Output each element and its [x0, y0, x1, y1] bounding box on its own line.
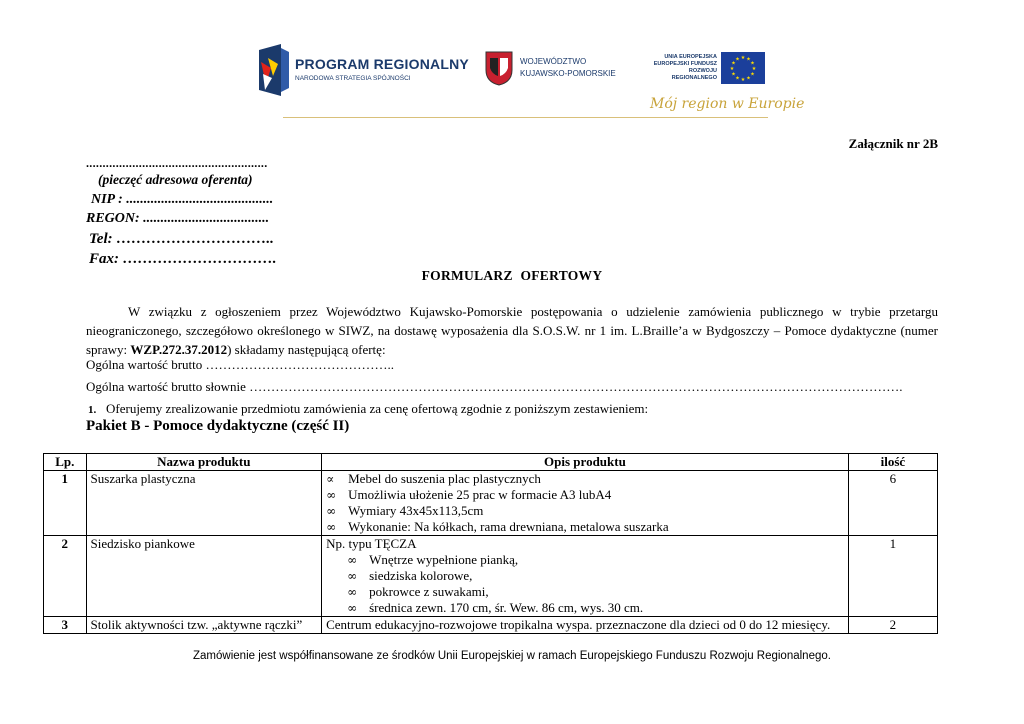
eu-line3: ROZWOJU REGIONALNEGO: [671, 68, 717, 81]
bullet-text: Wymiary 43x45x113,5cm: [348, 503, 484, 518]
list-item: [326, 568, 844, 584]
svg-text:★: ★: [740, 55, 746, 61]
tel-field: Tel: …………………………..: [89, 231, 274, 247]
row-name: Stolik aktywności tzw. „aktywne rączki”: [86, 617, 322, 634]
intro-paragraph: [86, 302, 938, 359]
svg-text:★: ★: [746, 56, 751, 63]
gross-value-line: Ogólna wartość brutto ……………………………………..: [86, 357, 395, 372]
bullet-icon: ∞: [347, 601, 358, 615]
bullet-text: Umożliwia ułożenie 25 prac w formacie A3 lubA4: [348, 487, 612, 502]
fax-field: Fax: ………………………….: [89, 251, 277, 267]
products-table: [43, 453, 938, 634]
eu-line2: EUROPEJSKI FUNDUSZ: [653, 61, 717, 67]
program-regionalny-emblem: [257, 44, 291, 96]
stamp-dots: .......................................................: [86, 156, 268, 170]
point-text: Oferujemy zrealizowanie przedmiotu zamówienia za cenę ofertową zgodnie z poniższym zestawieniem:: [106, 401, 649, 416]
col-name: Nazwa produktu: [86, 454, 322, 471]
bullet-text: Wykonanie: Na kółkach, rama drewniana, metalowa suszarka: [348, 519, 669, 534]
case-number: WZP.272.37.2012: [130, 342, 228, 357]
bullet-icon: ∝: [326, 472, 335, 486]
package-heading: Pakiet B - Pomoce dydaktyczne (część II): [86, 418, 350, 434]
wojewodztwo-name: [520, 56, 616, 80]
row-ilosc: 6: [848, 471, 937, 536]
svg-text:★: ★: [746, 75, 751, 82]
table-header-row: [44, 454, 938, 471]
svg-text:★: ★: [750, 60, 755, 67]
row-opis: [322, 471, 849, 536]
bullet-icon: ∞: [326, 520, 337, 534]
list-item: [326, 600, 844, 616]
list-item: [326, 471, 844, 487]
eu-line1: UNIA EUROPEJSKA: [664, 54, 717, 60]
row-opis: [322, 536, 849, 617]
list-item: [326, 487, 844, 503]
program-title: PROGRAM REGIONALNY: [295, 56, 469, 72]
eu-flag-icon: [721, 52, 765, 84]
bullet-icon: ∞: [347, 569, 358, 583]
para-end: ) składamy następującą ofertę:: [227, 342, 386, 357]
row-ilosc: 1: [848, 536, 937, 617]
program-regionalny-logo: [257, 44, 467, 96]
bullet-text: Wnętrze wypełnione pianką,: [369, 552, 519, 567]
bullet-icon: ∞: [347, 553, 358, 567]
row-intro: Np. typu TĘCZA: [326, 536, 417, 551]
bullet-list: [326, 471, 844, 535]
table-row: [44, 617, 938, 634]
regon-field: REGON: ....................................: [86, 211, 270, 226]
form-title: FORMULARZ OFERTOWY: [421, 268, 603, 283]
nip-field: NIP : ..........................................: [91, 192, 274, 207]
row-name: Siedzisko piankowe: [86, 536, 322, 617]
row-opis: Centrum edukacyjno-rozwojowe tropikalna wyspa. przeznaczone dla dzieci od 0 do 12 miesięcy.: [322, 617, 849, 634]
list-item: [326, 584, 844, 600]
col-lp: Lp.: [44, 454, 87, 471]
col-ilosc: ilość: [848, 454, 937, 471]
row-ilosc: 2: [848, 617, 937, 634]
woj-line2: KUJAWSKO-POMORSKIE: [520, 69, 616, 78]
bullet-text: Mebel do suszenia plac plastycznych: [348, 471, 541, 486]
list-item: [326, 503, 844, 519]
list-item: [326, 552, 844, 568]
gross-value-words-line: Ogólna wartość brutto słownie …………………………………………………………………………………………………………………………………….: [86, 379, 903, 394]
svg-text:★: ★: [729, 66, 735, 72]
bullet-text: siedziska kolorowe,: [369, 568, 473, 583]
svg-text:★: ★: [735, 56, 740, 63]
footer-note: Zamówienie jest współfinansowane ze środków Unii Europejskiej w ramach Europejskiego Funduszu Rozwoju Regionalnego.: [193, 650, 831, 662]
stamp-label: (pieczęć adresowa oferenta): [98, 172, 253, 187]
bullet-icon: ∞: [326, 488, 337, 502]
slogan: Mój region w Europie: [650, 96, 805, 112]
svg-text:★: ★: [740, 77, 746, 83]
para-text: W związku z ogłoszeniem przez Województwo Kujawsko-Pomorskie postępowania o udzielenie zamówienia publicznego w trybie przetargu nieograniczonego, szczegółowo określonego w SIWZ, na dostawę wyposażenia dla S.O.S.W. nr 1 im. L.Braille’a w Bydgoszczy – Pomoce dydaktyczne (numer sprawy:: [86, 304, 938, 357]
header-divider: [283, 117, 768, 118]
svg-text:★: ★: [751, 66, 757, 72]
svg-text:★: ★: [735, 75, 740, 82]
bullet-icon: ∞: [347, 585, 358, 599]
eu-text: [647, 54, 717, 82]
col-opis: Opis produktu: [322, 454, 849, 471]
bullet-text: pokrowce z suwakami,: [369, 584, 489, 599]
bullet-list: [326, 552, 844, 616]
eu-logo: [647, 52, 769, 88]
program-subtitle: NARODOWA STRATEGIA SPÓJNOŚCI: [295, 75, 411, 82]
svg-text:★: ★: [731, 60, 736, 67]
coat-of-arms-icon: [484, 50, 514, 86]
row-lp: 3: [44, 617, 87, 634]
table-row: [44, 471, 938, 536]
point-number: 1.: [88, 404, 97, 416]
row-lp: 1: [44, 471, 87, 536]
annex-label: Załącznik nr 2B: [848, 136, 938, 151]
bullet-text: średnica zewn. 170 cm, śr. Wew. 86 cm, wys. 30 cm.: [369, 600, 644, 615]
row-lp: 2: [44, 536, 87, 617]
offer-point: [88, 401, 648, 417]
wojewodztwo-logo: [484, 50, 624, 90]
list-item: [326, 519, 844, 535]
woj-line1: WOJEWÓDZTWO: [520, 57, 587, 66]
table-row: [44, 536, 938, 617]
bullet-icon: ∞: [326, 504, 337, 518]
svg-text:★: ★: [750, 71, 755, 78]
svg-text:★: ★: [731, 71, 736, 78]
row-name: Suszarka plastyczna: [86, 471, 322, 536]
